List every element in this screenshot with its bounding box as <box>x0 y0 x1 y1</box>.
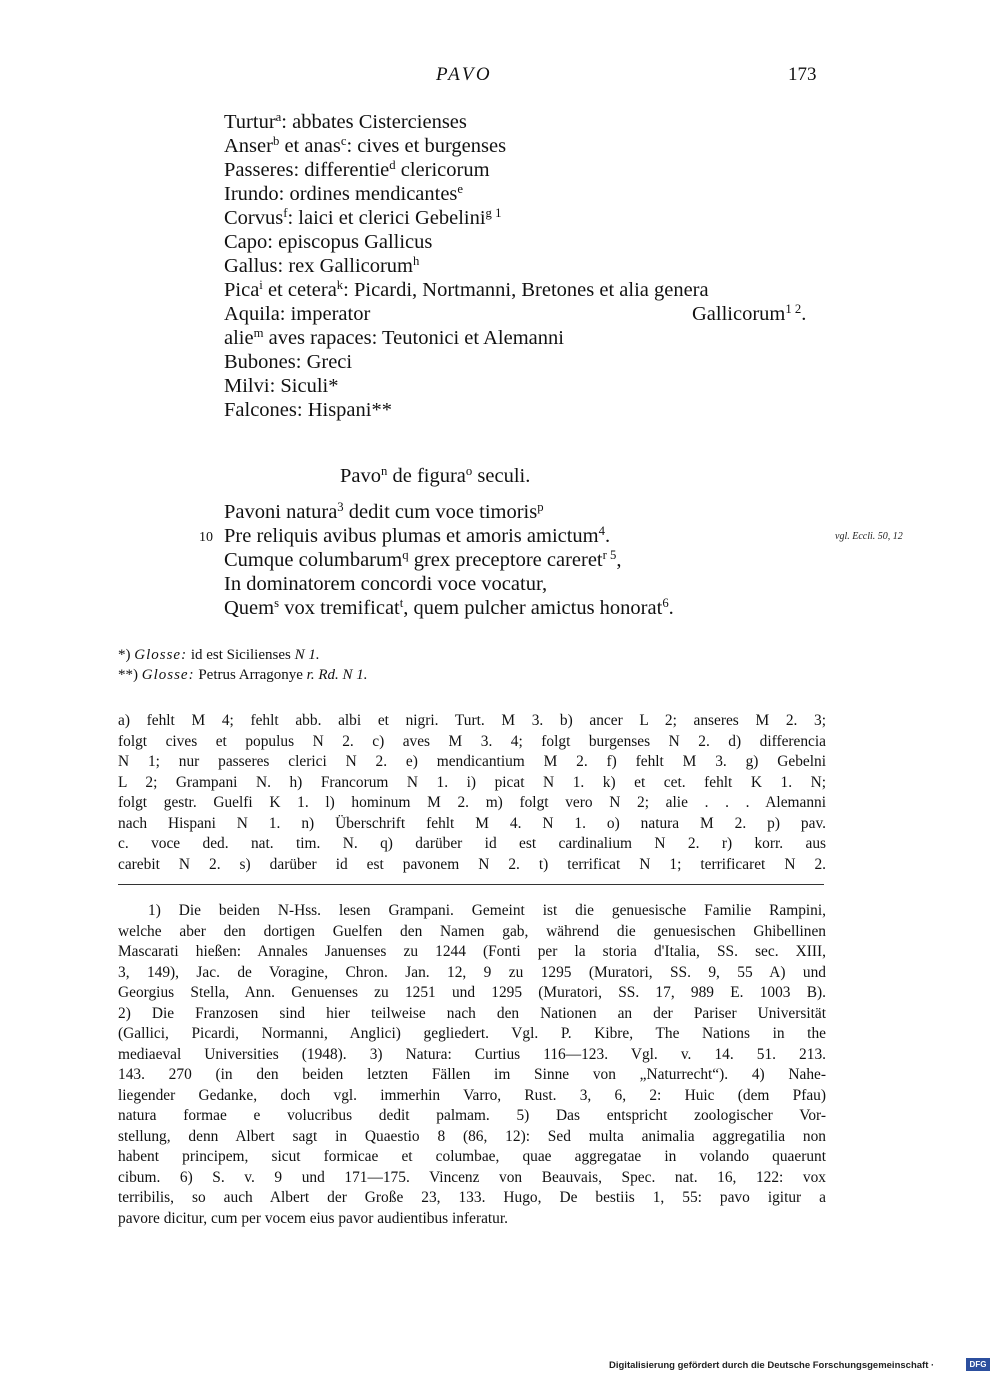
page-number: 173 <box>788 64 817 85</box>
list-item-continuation: Gallicorum$^{1 2}$. <box>692 302 807 325</box>
list-item: Corvus$^f$: laici et clerici Gebelini$^{g 1}$ <box>224 206 502 229</box>
footnotes <box>118 901 826 1229</box>
footnote-line: (Gallici, Picardi, Normanni, Anglici) gegliedert. Vgl. P. Kibre, The Nations in the <box>118 1025 826 1042</box>
footnote-line: Georgius Stella, Ann. Genuenses zu 1251 und 1295 (Muratori, SS. 17, 989 E. 1003 B). <box>118 984 826 1001</box>
list-item: Pica$^i$ et cetera$^k$: Picardi, Nortmanni, Bretones et alia genera <box>224 278 709 301</box>
gloss-note: *) Glosse: id est Sicilienses N 1. <box>118 647 320 663</box>
footnote-line: 1) Die beiden N-Hss. lesen Grampani. Gemeint ist die genuesische Familie Rampini, <box>148 902 826 919</box>
apparatus-line: c. voce ded. nat. tim. N. q) darüber id est cardinalium N 2. r) korr. aus <box>118 835 826 852</box>
list-item: alie$^m$ aves rapaces: Teutonici et Alemanni <box>224 326 564 349</box>
verse-line: Pre reliquis avibus plumas et amoris amictum$^4$. <box>224 524 611 547</box>
running-head: PAVO <box>436 64 493 85</box>
footnote-line: stellung, denn Albert sagt in Quaestio 8 (86, 12): Sed multa animalia aggregatilia non <box>118 1127 826 1145</box>
digitization-credit: Digitalisierung gefördert durch die Deutsche Forschungsgemeinschaft · <box>609 1360 935 1371</box>
footnote-line: mediaeval Universities (1948). 3) Natura: Curtius 116—123. Vgl. v. 14. 51. 213. <box>118 1045 826 1063</box>
verse-line: Cumque columbarum$^q$ grex preceptore careret$^{r 5}$, <box>224 548 622 571</box>
apparatus-line: folgt gestr. Guelfi K 1. l) hominum M 2. m) folgt vero N 2; alie . . . Alemanni <box>118 794 826 811</box>
footnote-line: 3, 149), Jac. de Voragine, Chron. Jan. 12, 9 zu 1295 (Muratori, SS. 9, 55 A) und <box>118 963 826 981</box>
line-number: 10 <box>199 530 213 545</box>
verse-line: Quem$^s$ vox tremificat$^t$, quem pulcher amictus honorat$^6$. <box>224 596 674 619</box>
poem-title: Pavo$^n$ de figura$^o$ seculi. <box>340 464 531 487</box>
critical-apparatus <box>118 711 826 875</box>
apparatus-line: a) fehlt M 4; fehlt abb. albi et nigri. Turt. M 3. b) ancer L 2; anseres M 2. 3; <box>118 712 826 729</box>
list-item: Passeres: differentie$^d$ clericorum <box>224 158 490 181</box>
verse-line: In dominatorem concordi voce vocatur, <box>224 573 548 595</box>
list-item: Capo: episcopus Gallicus <box>224 231 433 253</box>
apparatus-line: L 2; Grampani N. h) Francorum N 1. i) picat N 1. k) et cet. fehlt K 1. N; <box>118 773 826 791</box>
list-item: Gallus: rex Gallicorum$^h$ <box>224 254 420 277</box>
footnote-line: Mascarati hießen: Annales Januenses zu 1244 (Fonti per la storia d'Italia, SS. sec. XIII, <box>118 943 826 960</box>
dfg-logo: DFG <box>966 1358 990 1371</box>
apparatus-line: carebit N 2. s) darüber id est pavonem N 2. t) terrificat N 1; terrificaret N 2. <box>118 855 826 873</box>
list-item: Milvi: Siculi* <box>224 375 339 397</box>
list-item: Irundo: ordines mendicantes$^e$ <box>224 182 464 205</box>
footnote-divider <box>118 884 824 885</box>
apparatus-line: nach Hispani N 1. n) Überschrift fehlt M 4. N 1. o) natura M 2. p) pav. <box>118 814 826 832</box>
footnote-line: habent principem, sicut formicae et columbae, quae aggregatae in volando quaerunt <box>118 1148 826 1165</box>
verse-line: Pavoni natura$^3$ dedit cum voce timoris$^p$ <box>224 500 544 523</box>
margin-reference: vgl. Eccli. 50, 12 <box>835 531 903 542</box>
gloss-note: **) Glosse: Petrus Arragonye r. Rd. N 1. <box>118 667 368 683</box>
list-item: Turtur$^a$: abbates Cistercienses <box>224 110 467 133</box>
apparatus-line: N 1; nur passeres clerici N 2. e) mendicantium M 2. f) fehlt M 3. g) Gebelni <box>118 753 826 770</box>
list-item: Aquila: imperator <box>224 303 371 325</box>
footnote-line: natura formae e volucribus dedit palmam. 5) Das entspricht zoologischer Vor- <box>118 1107 826 1124</box>
footnote-line: pavore dicitur, cum per vocem eius pavor audientibus inferatur. <box>118 1209 509 1227</box>
footnote-line: 2) Die Franzosen sind hier teilweise nach den Nationen an der Pariser Universität <box>118 1004 826 1022</box>
footnote-line: welche aber den dortigen Guelfen den Namen gab, während die genuesischen Ghibellinen <box>118 922 826 940</box>
list-item: Falcones: Hispani** <box>224 399 392 421</box>
list-item: Anser$^b$ et anas$^c$: cives et burgenses <box>224 134 507 157</box>
footnote-line: liegender Gedanke, doch vgl. immerhin Varro, Rust. 3, 6, 2: Huic (dem Pfau) <box>118 1086 826 1104</box>
footnote-line: terribilis, so auch Albert der Große 23, 133. Hugo, De bestiis 1, 55: pavo igitur a <box>118 1189 826 1206</box>
list-item: Bubones: Greci <box>224 351 353 373</box>
footnote-line: 143. 270 (in den beiden letzten Fällen im Sinne von „Naturrecht“). 4) Nahe- <box>118 1066 826 1083</box>
footnote-line: cibum. 6) S. v. 9 und 171—175. Vincenz von Beauvais, Spec. nat. 16, 122: vox <box>118 1168 826 1186</box>
apparatus-line: folgt cives et populus N 2. c) aves M 3. 4; folgt burgenses N 2. d) differencia <box>118 732 826 750</box>
